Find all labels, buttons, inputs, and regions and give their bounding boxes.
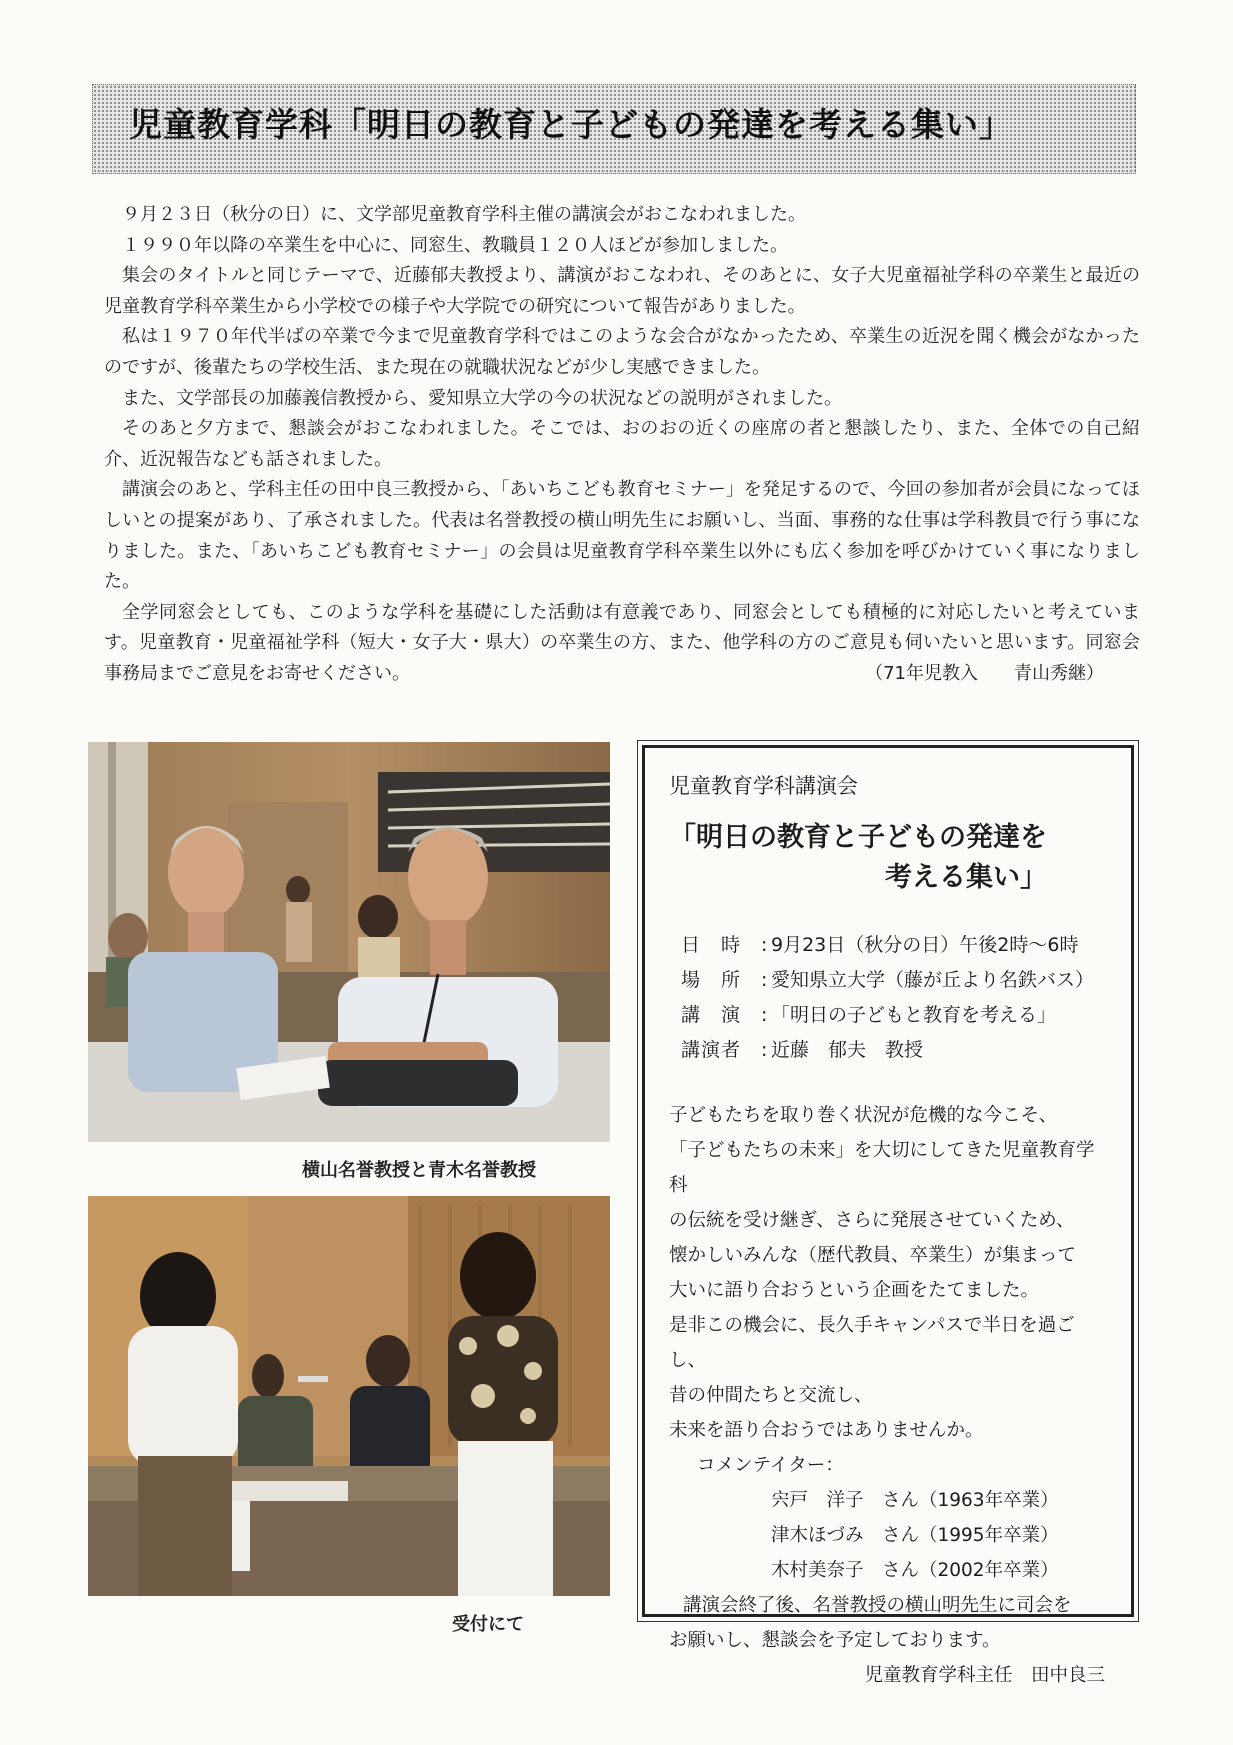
detail-label: 場 所 bbox=[681, 969, 742, 991]
event-detail-row bbox=[669, 963, 1109, 998]
commentator-label: コメンテイター： bbox=[697, 1455, 844, 1476]
event-info-box bbox=[637, 740, 1139, 1686]
event-detail-row bbox=[669, 1033, 1109, 1068]
photo-reception bbox=[88, 1196, 610, 1596]
detail-value: 「明日の子どもと教育を考える」 bbox=[771, 1004, 1057, 1026]
description-line: 子どもたちを取り巻く状況が危機的な今こそ、 bbox=[669, 1105, 1058, 1126]
event-description bbox=[669, 1098, 1109, 1693]
detail-separator: : bbox=[761, 934, 768, 956]
detail-separator: : bbox=[761, 1039, 768, 1061]
description-line: 昔の仲間たちと交流し、 bbox=[669, 1385, 873, 1406]
event-info-inner bbox=[642, 745, 1134, 1686]
article-paragraph: 私は１９７０年代半ばの卒業で今まで児童教育学科ではこのような会合がなかったため、卒業生の近況を聞く機会がなかったのですが、後輩たちの学校生活、また現在の就職状況などが少し実感できました。 bbox=[104, 326, 1140, 378]
closing-line: お願いし、懇談会を予定しております。 bbox=[669, 1630, 1001, 1651]
closing-line: 講演会終了後、名誉教授の横山明先生に司会を bbox=[683, 1595, 1072, 1616]
description-line: 懐かしいみんな（歴代教員、卒業生）が集まって bbox=[669, 1245, 1077, 1266]
article-body bbox=[104, 200, 1140, 690]
detail-separator: : bbox=[761, 1004, 768, 1026]
commentator-item: 宍戸 洋子 さん（1963年卒業） bbox=[771, 1490, 1059, 1511]
event-title-line1: 「明日の教育と子どもの発達を bbox=[669, 822, 1047, 853]
photo-professors bbox=[88, 742, 610, 1142]
detail-value: 近藤 郁夫 教授 bbox=[771, 1039, 924, 1061]
detail-label: 講 演 bbox=[681, 1004, 742, 1026]
article-paragraph-text: 全学同窓会としても、このような学科を基礎にした活動は有意義であり、同窓会としても積極的に対応したいと考えています。児童教育・児童福祉学科（短大・女子大・県大）の卒業生の方、また、他学科の方のご意見も伺いたいと思います。同窓会事務局までご意見をお寄せください。 bbox=[104, 601, 1140, 684]
detail-value: 愛知県立大学（藤が丘より名鉄バス） bbox=[771, 969, 1095, 991]
title-banner bbox=[92, 84, 1136, 174]
description-line: 是非この機会に、長久手キャンパスで半日を過ごし、 bbox=[669, 1315, 1075, 1371]
article-paragraph: そのあと夕方まで、懇談会がおこなわれました。そこでは、おのおの近くの座席の者と懇談したり、また、全体での自己紹介、近況報告なども話されました。 bbox=[104, 418, 1140, 470]
article-paragraph: また、文学部長の加藤義信教授から、愛知県立大学の今の状況などの説明がされました。 bbox=[122, 387, 842, 409]
article-paragraph bbox=[104, 598, 1140, 690]
description-line: 未来を語り合おうではありませんか。 bbox=[669, 1420, 984, 1441]
event-heading: 児童教育学科講演会 bbox=[669, 774, 858, 798]
description-line: 大いに語り合おうという企画をたてました。 bbox=[669, 1280, 1040, 1301]
event-detail-row bbox=[669, 998, 1109, 1033]
article-paragraph: 講演会のあと、学科主任の田中良三教授から、「あいちこども教育セミナー」を発足するので、今回の参加者が会員になってほしいとの提案があり、了承されました。代表は名誉教授の横山明先生にお願いし、当面、事務的な仕事は学科教員で行う事になりました。また、「あいちこども教育セミナー」の会員は児童教育学科卒業生以外にも広く参加を呼びかけていく事になりました。 bbox=[104, 479, 1140, 593]
detail-value: 9月23日（秋分の日）午後2時～6時 bbox=[771, 934, 1079, 956]
event-detail-row bbox=[669, 928, 1109, 963]
description-line: 「子どもたちの未来」を大切にしてきた児童教育学科 bbox=[669, 1140, 1095, 1196]
event-title-line2: 考える集い」 bbox=[885, 862, 1047, 893]
article-signature: （71年児教入 青山秀継） bbox=[865, 662, 1104, 684]
article-paragraph: 集会のタイトルと同じテーマで、近藤郁夫教授より、講演がおこなわれ、そのあとに、女子大児童福祉学科の卒業生と最近の児童教育学科卒業生から小学校での様子や大学院での研究について報告がありました。 bbox=[104, 265, 1140, 317]
photo-reception-image bbox=[88, 1196, 610, 1596]
detail-label: 講演者 bbox=[681, 1039, 742, 1061]
event-details bbox=[669, 928, 1109, 1068]
commentator-item: 木村美奈子 さん（2002年卒業） bbox=[771, 1560, 1059, 1581]
article-paragraph: ９月２３日（秋分の日）に、文学部児童教育学科主催の講演会がおこなわれました。 bbox=[122, 204, 806, 225]
photo-professors-image bbox=[88, 742, 610, 1142]
closing-signature: 児童教育学科主任 田中良三 bbox=[864, 1665, 1105, 1686]
commentator-item: 津木ほづみ さん（1995年卒業） bbox=[771, 1525, 1059, 1546]
article-paragraph: １９９０年以降の卒業生を中心に、同窓生、教職員１２０人ほどが参加しました。 bbox=[122, 234, 788, 256]
photo-caption-reception: 受付にて bbox=[452, 1614, 524, 1635]
detail-separator: : bbox=[761, 969, 768, 991]
page-title: 児童教育学科「明日の教育と子どもの発達を考える集い」 bbox=[129, 105, 1013, 144]
photo-caption-professors: 横山名誉教授と青木名誉教授 bbox=[302, 1160, 536, 1181]
detail-label: 日 時 bbox=[681, 934, 742, 956]
description-line: の伝統を受け継ぎ、さらに発展させていくため、 bbox=[669, 1210, 1075, 1231]
